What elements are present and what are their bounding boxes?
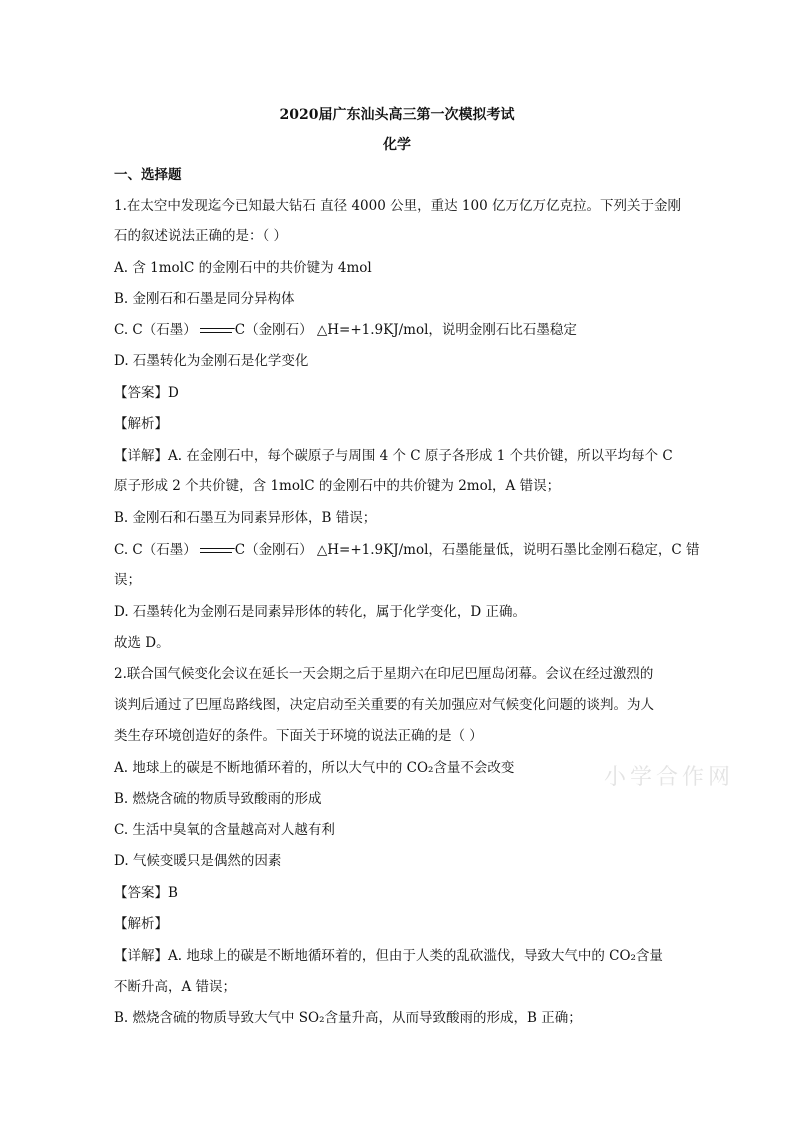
equilibrium-arrow-icon <box>198 326 234 336</box>
q1-detail-line-5: 误； <box>114 572 141 588</box>
q1-analysis-heading: 【解析】 <box>114 416 168 432</box>
q2-option-d: D. 气候变暖只是偶然的因素 <box>114 853 282 869</box>
q2-stem-line-2: 谈判后通过了巴厘岛路线图，决定启动至关重要的有关加强应对气候变化问题的谈判。为人 <box>114 697 654 713</box>
q1-detail-line-4-left: C. C（石墨） <box>114 542 197 558</box>
q2-detail-line-2: 不断升高，A 错误； <box>114 979 237 995</box>
q2-option-c: C. 生活中臭氧的含量越高对人越有利 <box>114 822 335 838</box>
q1-detail-line-2: 原子形成 2 个共价键，含 1molC 的金刚石中的共价键为 2mol，A 错误； <box>114 478 561 494</box>
q2-analysis-heading: 【解析】 <box>114 916 168 932</box>
q1-detail-line-1: 【详解】A. 在金刚石中，每个碳原子与周围 4 个 C 原子各形成 1 个共价键，所以平均每个 C <box>114 448 673 464</box>
watermark: 小学合作网 <box>604 765 735 790</box>
exam-title: 2020届广东汕头高三第一次模拟考试 <box>279 107 515 123</box>
q1-answer: 【答案】D <box>114 385 179 401</box>
q1-detail-line-4-right: C（金刚石） △H=+1.9KJ/mol，石墨能量低，说明石墨比金刚石稳定，C 错 <box>234 542 700 558</box>
q1-option-c-left: C. C（石墨） <box>114 322 197 338</box>
q2-option-b: B. 燃烧含硫的物质导致酸雨的形成 <box>114 791 322 807</box>
q1-option-d: D. 石墨转化为金刚石是化学变化 <box>114 353 309 369</box>
q2-detail-line-3: B. 燃烧含硫的物质导致大气中 SO₂含量升高，从而导致酸雨的形成，B 正确； <box>114 1010 582 1026</box>
section-heading: 一、选择题 <box>114 167 182 183</box>
q1-stem-line-1: 1.在太空中发现迄今已知最大钻石 直径 4000 公里，重达 100 亿万亿万亿克拉。下列关于金刚 <box>114 198 681 214</box>
q1-detail-line-6: D. 石墨转化为金刚石是同素异形体的转化，属于化学变化，D 正确。 <box>114 604 527 620</box>
equilibrium-arrow-icon <box>198 546 234 556</box>
q2-answer: 【答案】B <box>114 885 178 901</box>
subject-title: 化学 <box>383 137 411 153</box>
q1-detail-line-4 <box>114 540 700 560</box>
q2-detail-line-1: 【详解】A. 地球上的碳是不断地循环着的，但由于人类的乱砍滥伐，导致大气中的 CO₂含量 <box>114 948 663 964</box>
q2-option-a: A. 地球上的碳是不断地循环着的，所以大气中的 CO₂含量不会改变 <box>114 760 515 776</box>
q2-stem-line-3: 类生存环境创造好的条件。下面关于环境的说法正确的是（ ） <box>114 728 483 744</box>
q1-stem-line-2: 石的叙述说法正确的是：（ ） <box>114 228 288 244</box>
q1-option-a: A. 含 1molC 的金刚石中的共价键为 4mol <box>114 260 372 276</box>
q1-option-c-right: C（金刚石） △H=+1.9KJ/mol，说明金刚石比石墨稳定 <box>234 322 577 338</box>
q1-detail-line-3: B. 金刚石和石墨互为同素异形体，B 错误； <box>114 510 377 526</box>
q1-option-c <box>114 320 577 340</box>
q1-conclusion: 故选 D。 <box>114 635 170 651</box>
q2-stem-line-1: 2.联合国气候变化会议在延长一天会期之后于星期六在印尼巴厘岛闭幕。会议在经过激烈的 <box>114 666 654 682</box>
q1-option-b: B. 金刚石和石墨是同分异构体 <box>114 291 295 307</box>
